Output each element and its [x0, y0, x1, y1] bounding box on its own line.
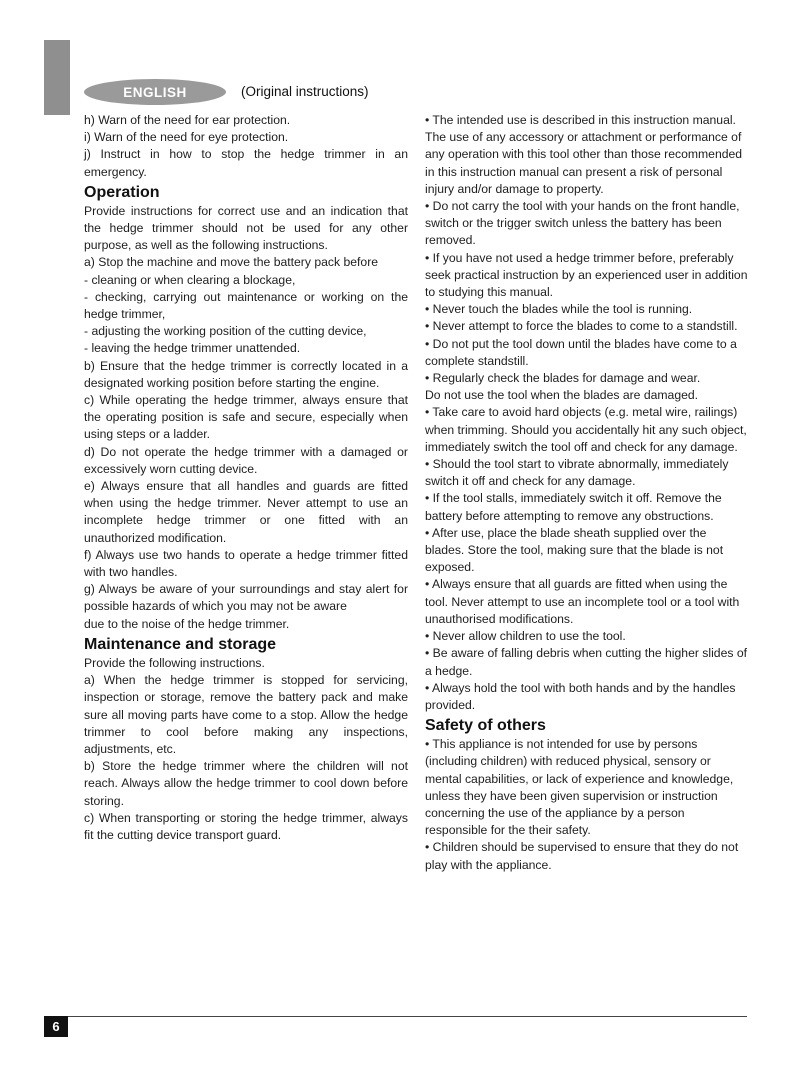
bullet-item: • After use, place the blade sheath supplied over the blades. Store the tool, making sure that the blade is not exposed. — [425, 525, 724, 575]
bullet-item: • Never attempt to force the blades to come to a standstill. — [425, 319, 738, 334]
side-tab-marker — [44, 40, 70, 115]
language-badge: ENGLISH — [84, 79, 226, 105]
original-instructions-label: (Original instructions) — [241, 84, 369, 99]
operation-heading: Operation — [84, 183, 160, 201]
paragraph: due to the noise of the hedge trimmer. — [84, 616, 290, 631]
paragraph: - adjusting the working position of the cutting device, — [84, 324, 367, 339]
paragraph: h) Warn of the need for ear protection. — [84, 113, 291, 127]
safety-heading: Safety of others — [425, 717, 546, 735]
bullet-item: • Be aware of falling debris when cutting the higher slides of a hedge. — [425, 646, 748, 678]
bullet-item: • The intended use is described in this instruction manual. The use of any accessory or attachment or performance of any operation with this tool other than those recommended in this instruction manual can present a risk of personal injury and/or damage to property. — [425, 113, 743, 196]
bullet-item: • Always ensure that all guards are fitted when using the tool. Never attempt to use an incomplete tool or a tool with unauthorised modifications. — [425, 577, 740, 626]
paragraph: Provide instructions for correct use and an indication that the hedge trimmer should not be used for any other purpose, as well as the following instructions. — [84, 203, 408, 253]
bullet-item: • Do not carry the tool with your hands on the front handle, switch or the trigger switch unless the battery has been removed. — [425, 199, 740, 248]
bullet-item: • Regularly check the blades for damage and wear. — [425, 371, 701, 386]
bullet-item: • This appliance is not intended for use by persons (including children) with reduced physical, sensory or mental capabilities, or lack of experience and knowledge, unless they have been given supervision or instruction concerning the use of the appliance by a person responsible for the their safety. — [425, 737, 734, 838]
paragraph: b) Ensure that the hedge trimmer is correctly located in a designated working position before starting the engine. — [84, 358, 408, 390]
paragraph: f) Always use two hands to operate a hedge trimmer fitted with two handles. — [84, 547, 408, 580]
left-column — [84, 112, 408, 844]
page-number: 6 — [44, 1016, 68, 1037]
paragraph: - leaving the hedge trimmer unattended. — [84, 341, 301, 356]
paragraph: - cleaning or when clearing a blockage, — [84, 272, 296, 287]
paragraph: j) Instruct in how to stop the hedge trimmer in an emergency. — [84, 147, 408, 179]
bullet-item: • Do not put the tool down until the blades have come to a complete standstill. — [425, 336, 737, 368]
bullet-item: • Always hold the tool with both hands and by the handles provided. — [425, 680, 736, 712]
paragraph: a) When the hedge trimmer is stopped for servicing, inspection or storage, remove the battery pack and make sure all moving parts have come to a stop. Allow the hedge trimmer to cool before making any inspections, adjustments, etc. — [84, 673, 408, 756]
bullet-item: • Never allow children to use the tool. — [425, 629, 626, 644]
right-column — [425, 112, 749, 874]
paragraph: e) Always ensure that all handles and guards are fitted when using the hedge trimmer. Never attempt to use an incomplete hedge trimmer or one fitted with an unauthorized modification. — [84, 479, 408, 545]
bullet-item: • Children should be supervised to ensure that they do not play with the appliance. — [425, 840, 739, 872]
paragraph: c) When transporting or storing the hedge trimmer, always fit the cutting device transport guard. — [84, 810, 408, 842]
bullet-item: • Never touch the blades while the tool is running. — [425, 302, 693, 317]
maintenance-heading: Maintenance and storage — [84, 635, 277, 653]
bullet-item: • Take care to avoid hard objects (e.g. metal wire, railings) when trimming. Should you accidentally hit any such object, immediately switch the tool off and check for any damage. — [425, 405, 747, 454]
paragraph: i) Warn of the need for eye protection. — [84, 130, 289, 145]
footer-divider — [68, 1016, 747, 1017]
bullet-item: • If you have not used a hedge trimmer before, preferably seek practical instruction by an experienced user in addition to studying this manual. — [425, 250, 748, 300]
paragraph: c) While operating the hedge trimmer, always ensure that the operating position is safe and secure, especially when using steps or a ladder. — [84, 393, 408, 442]
paragraph: Provide the following instructions. — [84, 655, 265, 670]
paragraph: a) Stop the machine and move the battery pack before — [84, 255, 379, 270]
paragraph: d) Do not operate the hedge trimmer with a damaged or excessively worn cutting device. — [84, 444, 408, 476]
paragraph: g) Always be aware of your surroundings and stay alert for possible hazards of which you may not be aware — [84, 582, 408, 614]
bullet-item: • If the tool stalls, immediately switch it off. Remove the battery before attempting to remove any obstructions. — [425, 491, 722, 523]
bullet-item: • Should the tool start to vibrate abnormally, immediately switch it off and check for any damage. — [425, 457, 729, 489]
paragraph: - checking, carrying out maintenance or working on the hedge trimmer, — [84, 289, 408, 322]
bullet-item: Do not use the tool when the blades are damaged. — [425, 388, 699, 403]
paragraph: b) Store the hedge trimmer where the children will not reach. Always allow the hedge trimmer to cool down before storing. — [84, 759, 408, 808]
